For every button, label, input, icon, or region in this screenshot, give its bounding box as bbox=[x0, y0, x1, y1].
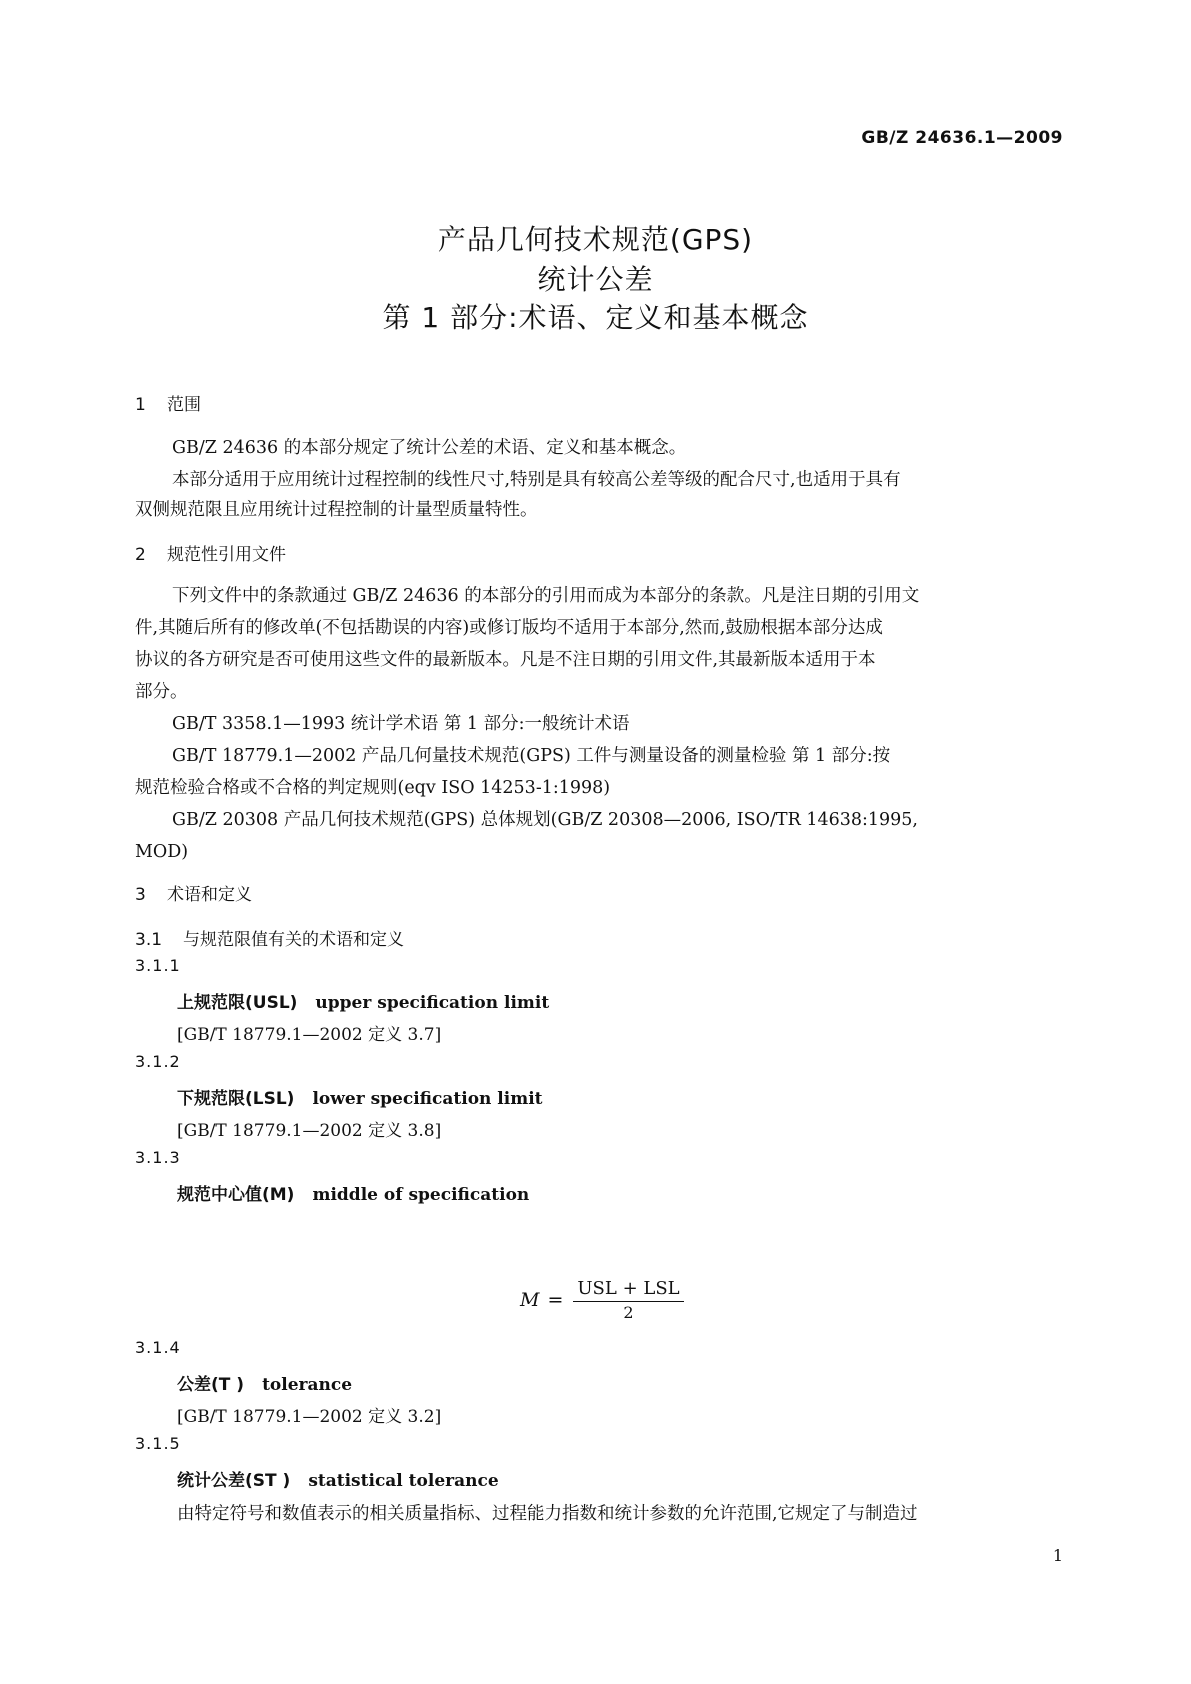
term-entry bbox=[177, 1084, 543, 1109]
term-english: middle of specification bbox=[312, 1185, 530, 1205]
page-number: 1 bbox=[1052, 1546, 1063, 1565]
term-chinese: 统计公差(ST ) bbox=[177, 1471, 291, 1491]
section-2-para-line3: 协议的各方研究是否可使用这些文件的最新版本。凡是不注日期的引用文件,其最新版本适用于本 bbox=[135, 650, 876, 670]
section-title: 与规范限值有关的术语和定义 bbox=[183, 930, 404, 950]
term-entry bbox=[177, 988, 549, 1013]
section-number: 3.1 bbox=[135, 930, 163, 950]
term-entry bbox=[177, 1180, 529, 1205]
standard-code: GB/Z 24636.1—2009 bbox=[861, 128, 1063, 148]
term-entry bbox=[177, 1370, 352, 1395]
term-source: [GB/T 18779.1—2002 定义 3.8] bbox=[177, 1121, 442, 1141]
formula-equals: = bbox=[547, 1289, 564, 1311]
section-number: 2 bbox=[135, 545, 146, 565]
clause-number: 3.1.3 bbox=[135, 1148, 181, 1167]
section-2-para-line2: 件,其随后所有的修改单(不包括勘误的内容)或修订版均不适用于本部分,然而,鼓励根据本部分达成 bbox=[135, 618, 883, 638]
clause-number: 3.1.2 bbox=[135, 1052, 181, 1071]
section-title: 术语和定义 bbox=[167, 885, 252, 905]
term-source: [GB/T 18779.1—2002 定义 3.7] bbox=[177, 1025, 442, 1045]
section-title: 规范性引用文件 bbox=[167, 545, 286, 565]
term-entry bbox=[177, 1466, 499, 1491]
formula-denominator: 2 bbox=[623, 1303, 634, 1322]
section-3-heading bbox=[135, 880, 252, 905]
term-english: lower specification limit bbox=[312, 1089, 543, 1109]
section-number: 1 bbox=[135, 395, 146, 415]
section-3-1-heading bbox=[135, 925, 404, 950]
clause-number: 3.1.4 bbox=[135, 1338, 181, 1357]
term-definition: 由特定符号和数值表示的相关质量指标、过程能力指数和统计参数的允许范围,它规定了与制造过 bbox=[177, 1504, 918, 1524]
term-english: upper specification limit bbox=[315, 993, 550, 1013]
formula-middle-of-specification bbox=[520, 1278, 684, 1322]
reference-2-line1: GB/T 18779.1—2002 产品几何量技术规范(GPS) 工件与测量设备的测量检验 第 1 部分:按 bbox=[172, 746, 891, 766]
formula-numerator: USL + LSL bbox=[573, 1278, 683, 1302]
term-english: tolerance bbox=[262, 1375, 353, 1395]
term-chinese: 下规范限(LSL) bbox=[177, 1089, 295, 1109]
section-1-para-2-line2: 双侧规范限且应用统计过程控制的计量型质量特性。 bbox=[135, 500, 538, 520]
term-chinese: 规范中心值(M) bbox=[177, 1185, 295, 1205]
reference-3-line1: GB/Z 20308 产品几何技术规范(GPS) 总体规划(GB/Z 20308—2006, ISO/TR 14638:1995, bbox=[172, 810, 918, 830]
document-title-line1: 产品几何技术规范(GPS) bbox=[437, 223, 754, 256]
reference-3-line2: MOD) bbox=[135, 842, 189, 862]
term-source: [GB/T 18779.1—2002 定义 3.2] bbox=[177, 1407, 442, 1427]
section-2-para-line1: 下列文件中的条款通过 GB/Z 24636 的本部分的引用而成为本部分的条款。凡是注日期的引用文 bbox=[172, 586, 920, 606]
section-1-para-1: GB/Z 24636 的本部分规定了统计公差的术语、定义和基本概念。 bbox=[172, 438, 687, 458]
section-2-para-line4: 部分。 bbox=[135, 682, 188, 702]
term-chinese: 公差(T ) bbox=[177, 1375, 245, 1395]
section-1-para-2-line1: 本部分适用于应用统计过程控制的线性尺寸,特别是具有较高公差等级的配合尺寸,也适用于具有 bbox=[172, 470, 901, 490]
section-title: 范围 bbox=[167, 395, 201, 415]
formula-fraction bbox=[573, 1278, 683, 1322]
section-1-heading bbox=[135, 390, 201, 415]
reference-2-line2: 规范检验合格或不合格的判定规则(eqv ISO 14253-1:1998) bbox=[135, 778, 611, 798]
document-title-line3: 第 1 部分:术语、定义和基本概念 bbox=[382, 301, 809, 334]
term-english: statistical tolerance bbox=[308, 1471, 499, 1491]
section-2-heading bbox=[135, 540, 286, 565]
document-title-line2: 统计公差 bbox=[537, 263, 654, 296]
clause-number: 3.1.5 bbox=[135, 1434, 181, 1453]
section-number: 3 bbox=[135, 885, 146, 905]
reference-1: GB/T 3358.1—1993 统计学术语 第 1 部分:一般统计术语 bbox=[172, 714, 630, 734]
clause-number: 3.1.1 bbox=[135, 956, 181, 975]
formula-lhs: M bbox=[520, 1289, 540, 1311]
term-chinese: 上规范限(USL) bbox=[177, 993, 298, 1013]
